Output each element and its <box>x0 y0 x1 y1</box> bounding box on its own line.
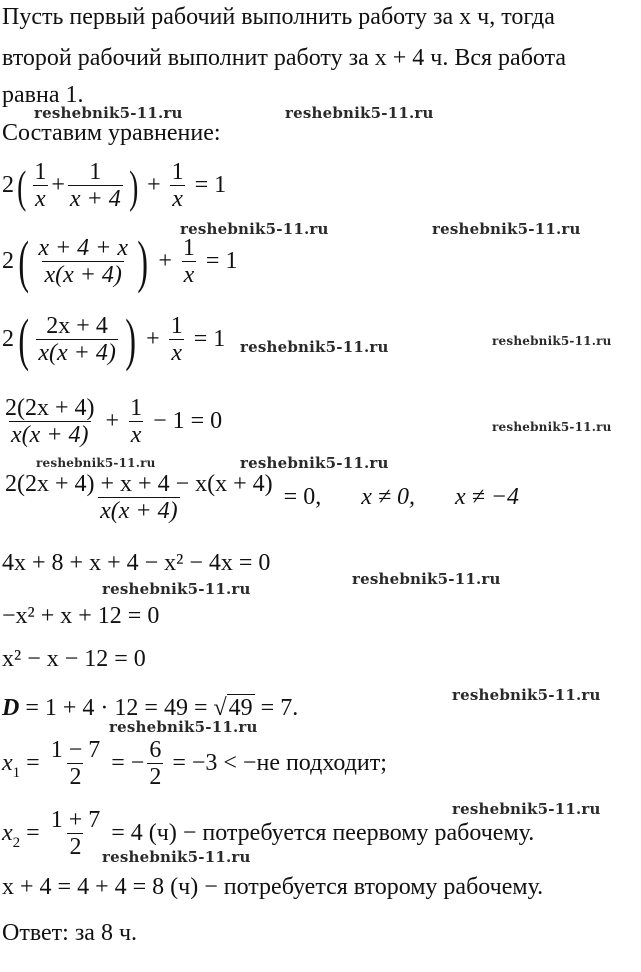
watermark-text: reshebnik5-11.ru <box>492 334 612 348</box>
watermark-text: reshebnik5-11.ru <box>109 718 258 736</box>
watermark-text: reshebnik5-11.ru <box>452 686 601 704</box>
watermark-text: reshebnik5-11.ru <box>492 420 612 434</box>
root-2-line: $x_2$ = $\frac{1 + 7}{2}$ = 4 (ч) − потребуется пеервому рабочему. <box>2 807 535 861</box>
watermark-text: reshebnik5-11.ru <box>102 580 251 598</box>
watermark-text: reshebnik5-11.ru <box>240 454 389 472</box>
discriminant-line: D = 1 + 4 · 12 = 49 = √49 = 7. <box>2 695 299 721</box>
watermark-text: reshebnik5-11.ru <box>36 456 156 470</box>
watermark-text: reshebnik5-11.ru <box>34 104 183 122</box>
compose-equation-label: Составим уравнение: <box>2 120 221 146</box>
root-1-line: $x_1$ = $\frac{1 - 7}{2}$ = − $\frac{6}{2}$ = −3 < −не подходит; <box>2 737 387 791</box>
equation-5: $\frac{2(2x + 4) + x + 4 - x(x + 4)}{x(x + 4)}$ = 0, x ≠ 0, x ≠ −4 <box>5 471 520 525</box>
equation-8: x² − x − 12 = 0 <box>2 646 146 672</box>
watermark-text: reshebnik5-11.ru <box>452 800 601 818</box>
watermark-text: reshebnik5-11.ru <box>352 570 501 588</box>
watermark-text: reshebnik5-11.ru <box>102 848 251 866</box>
equation-6: 4x + 8 + x + 4 − x² − 4x = 0 <box>2 550 271 576</box>
intro-line-3: равна 1. <box>2 82 84 108</box>
intro-line-2: второй рабочий выполнит работу за x + 4 ч. Вся работа <box>2 45 567 71</box>
equation-7: −x² + x + 12 = 0 <box>2 603 160 629</box>
watermark-text: reshebnik5-11.ru <box>432 220 581 238</box>
watermark-text: reshebnik5-11.ru <box>285 104 434 122</box>
equation-4: $\frac{2(2x + 4)}{x(x + 4)}$ + $\frac{1}{x}$ − 1 = 0 <box>5 395 223 449</box>
second-worker-line: x + 4 = 4 + 4 = 8 (ч) − потребуется второму рабочему. <box>2 874 544 900</box>
watermark-text: reshebnik5-11.ru <box>180 220 329 238</box>
equation-2: 2( $\frac{x + 4 + x}{x(x + 4)}$ ) + $\frac{1}{x}$ = 1 <box>2 229 238 295</box>
answer-line: Ответ: за 8 ч. <box>2 920 138 946</box>
watermark-text: reshebnik5-11.ru <box>240 338 389 356</box>
intro-line-1: Пусть первый рабочий выполнить работу за x ч, тогда <box>2 4 555 30</box>
equation-1: 2( $\frac{1}{x}$ + $\frac{1}{x + 4}$ ) + $\frac{1}{x}$ = 1 <box>2 159 227 213</box>
equation-3: 2( $\frac{2x + 4}{x(x + 4)}$ ) + $\frac{1}{x}$ = 1 <box>2 307 226 373</box>
